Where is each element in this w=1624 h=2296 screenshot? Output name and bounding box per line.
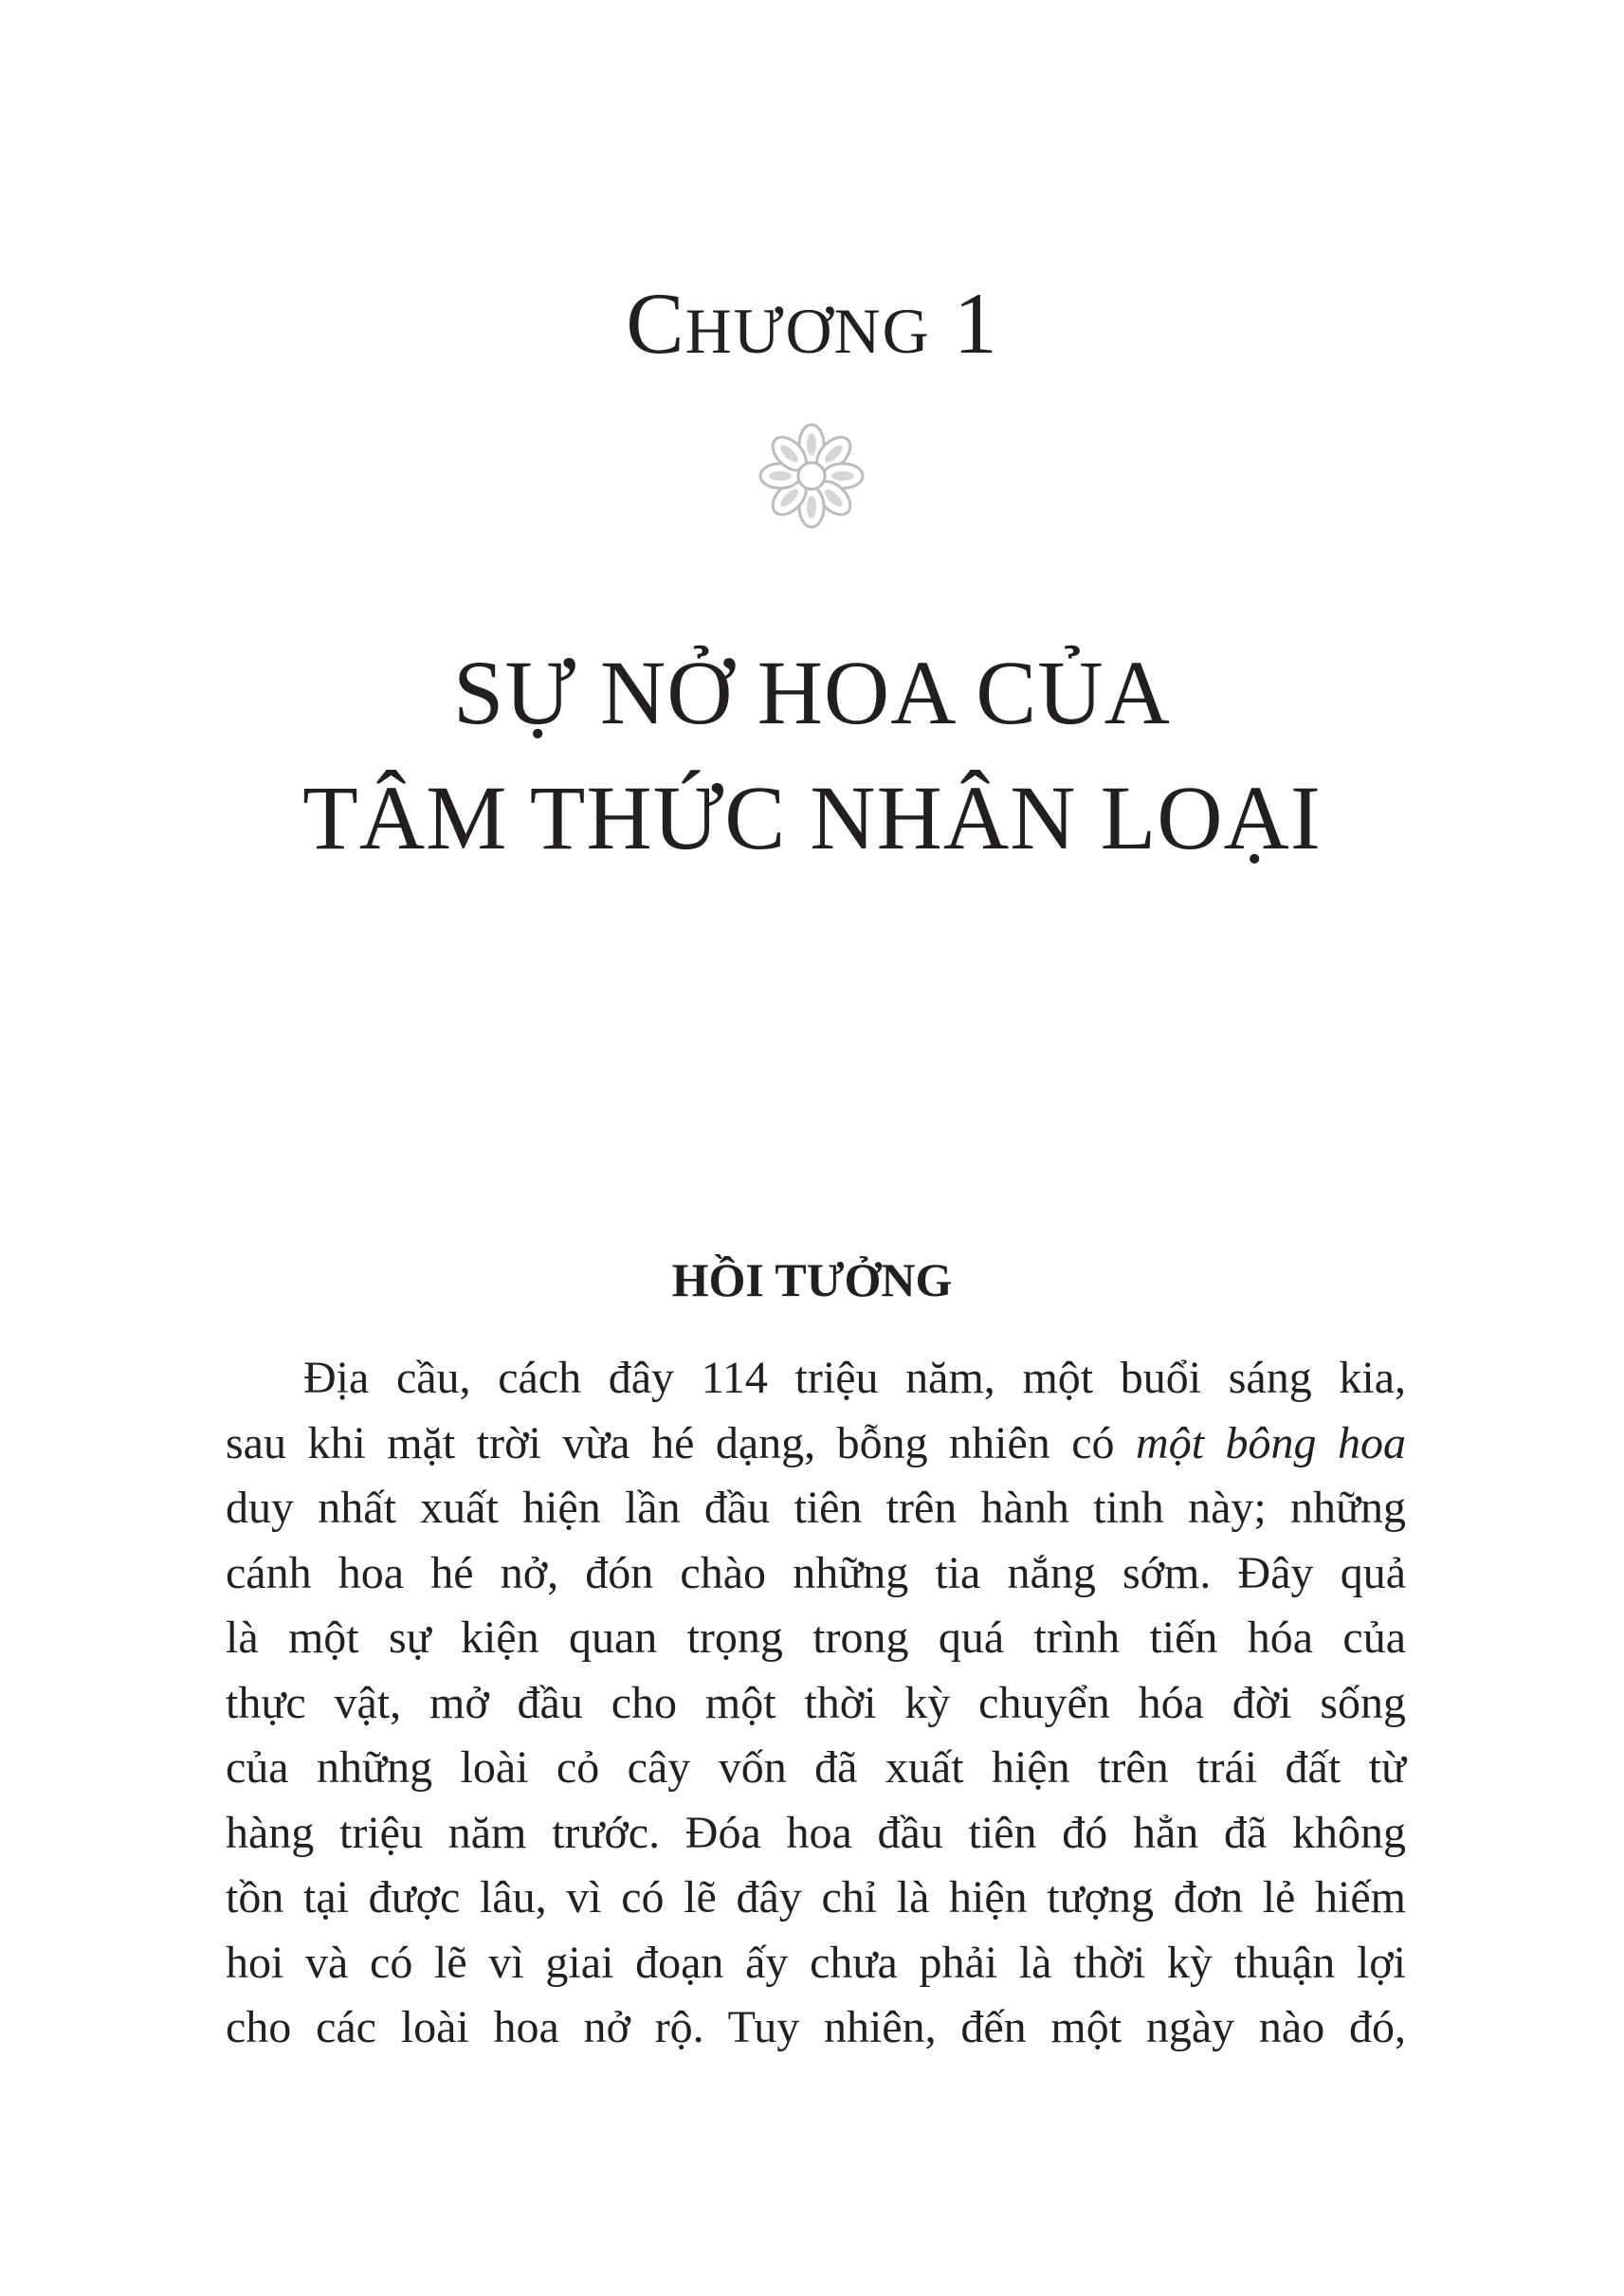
section-heading: HỒI TƯỞNG — [671, 1253, 953, 1306]
body-line-2 — [226, 1412, 1406, 1477]
chapter-label — [0, 275, 1624, 372]
chapter-title-line-1: SỰ NỞ HOA CỦA — [453, 642, 1171, 743]
body-line-4: cánh hoa hé nở, đón chào những tia nắng sớm. Đây quả — [226, 1547, 1406, 1598]
body-line-5: là một sự kiện quan trọng trong quá trình tiến hóa của — [226, 1613, 1406, 1663]
body-line-7: của những loài cỏ cây vốn đã xuất hiện trên trái đất từ — [226, 1742, 1406, 1793]
chapter-label-initial: C — [626, 275, 685, 372]
flower-ornament-icon — [755, 419, 868, 533]
body-line-9: tồn tại được lâu, vì có lẽ đây chỉ là hiện tượng đơn lẻ hiếm — [226, 1872, 1406, 1922]
body-line-8: hàng triệu năm trước. Đóa hoa đầu tiên đó hẳn đã không — [226, 1807, 1406, 1858]
body-paragraph — [226, 1346, 1406, 2061]
body-line-2-text: sau khi mặt trời vừa hé dạng, bỗng nhiên có — [226, 1417, 1137, 1468]
italic-phrase: một bông hoa — [1136, 1417, 1406, 1468]
chapter-title — [0, 630, 1624, 881]
body-line-6: thực vật, mở đầu cho một thời kỳ chuyển hóa đời sống — [226, 1677, 1406, 1728]
chapter-title-line-2: TÂM THỨC NHÂN LOẠI — [302, 767, 1322, 868]
chapter-label-rest: HƯƠNG — [684, 295, 931, 367]
body-line-11: cho các loài hoa nở rộ. Tuy nhiên, đến một ngày nào đó, — [226, 2002, 1406, 2052]
body-line-3: duy nhất xuất hiện lần đầu tiên trên hành tinh này; những — [226, 1483, 1406, 1533]
body-line-1: Địa cầu, cách đây 114 triệu năm, một buổi sáng kia, — [303, 1353, 1406, 1403]
body-line-10: hoi và có lẽ vì giai đoạn ấy chưa phải là thời kỳ thuận lợi — [226, 1937, 1406, 1988]
chapter-number: 1 — [953, 275, 998, 372]
